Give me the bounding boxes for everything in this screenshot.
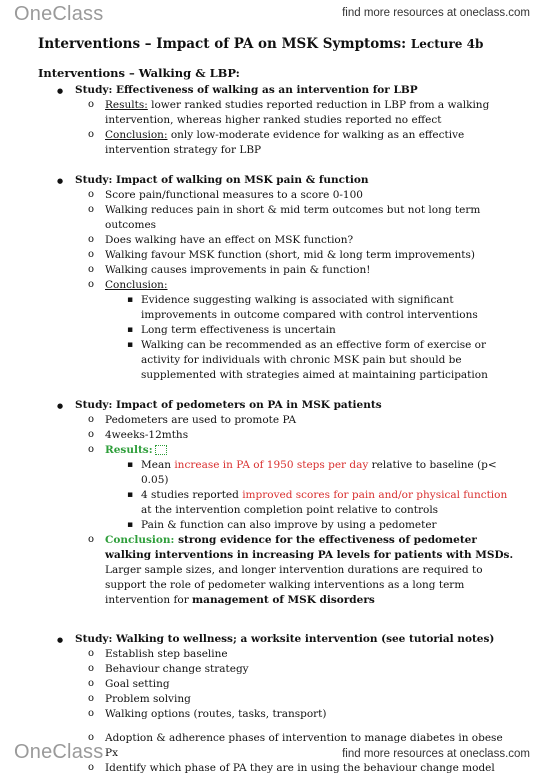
footer-resources-link[interactable]: find more resources at oneclass.com xyxy=(342,748,530,760)
study-1-results xyxy=(38,98,518,128)
list-item: o 4weeks-12mths xyxy=(38,428,518,443)
study-2-conclusion-label: o Conclusion: xyxy=(38,278,518,293)
study-3 xyxy=(38,398,518,608)
study-1-heading: ● Study: Effectiveness of walking as an intervention for LBP xyxy=(38,83,518,98)
list-item: o Establish step baseline xyxy=(38,647,518,662)
list-item: ▪ Long term effectiveness is uncertain xyxy=(38,323,518,338)
result-highlight: improved scores for pain and/or physical function xyxy=(242,489,508,501)
header-bar xyxy=(0,0,544,28)
list-item: o Pedometers are used to promote PA xyxy=(38,413,518,428)
study-3-heading: ● Study: Impact of pedometers on PA in MSK patients xyxy=(38,398,518,413)
results-label: Results: xyxy=(105,444,153,456)
section-heading: Interventions – Walking & LBP: xyxy=(38,66,240,80)
study-1 xyxy=(38,83,518,158)
conclusion-label: Conclusion: xyxy=(105,129,168,141)
page-title xyxy=(38,36,483,52)
oneclass-footer-logo[interactable]: OneClass xyxy=(14,741,104,763)
study-3-results xyxy=(38,443,518,458)
title-lecture: Lecture 4b xyxy=(410,37,484,51)
title-text: Interventions – Impact of PA on MSK Symptoms: xyxy=(38,36,407,52)
result-text: at the intervention completion point relative to controls xyxy=(141,504,439,516)
result-item: ▪ Pain & function can also improve by using a pedometer xyxy=(38,518,518,533)
list-item: o Walking causes improvements in pain & function! xyxy=(38,263,518,278)
result-item xyxy=(38,458,518,488)
list-item: o Walking favour MSK function (short, mid & long term improvements) xyxy=(38,248,518,263)
conclusion-bold: management of MSK disorders xyxy=(192,594,375,606)
list-item: o Score pain/functional measures to a score 0-100 xyxy=(38,188,518,203)
conclusion-text: Larger sample sizes, and longer intervention durations are required to support the role of pedometer walking interventions as a long term intervention for xyxy=(105,564,483,606)
cursor-marker xyxy=(155,445,167,455)
list-item: o Behaviour change strategy xyxy=(38,662,518,677)
study-4 xyxy=(38,632,518,722)
list-item: o Goal setting xyxy=(38,677,518,692)
list-item: o Walking options (routes, tasks, transport) xyxy=(38,707,518,722)
results-text: lower ranked studies reported reduction in LBP from a walking intervention, whereas higher ranked studies reported no effect xyxy=(105,99,490,126)
result-text: Mean xyxy=(141,459,175,471)
document-body xyxy=(38,66,518,776)
oneclass-logo[interactable]: OneClass xyxy=(14,3,104,25)
result-item xyxy=(38,488,518,518)
results-label: Results: xyxy=(105,99,148,111)
study-3-conclusion xyxy=(38,533,518,608)
resources-link[interactable]: find more resources at oneclass.com xyxy=(342,7,530,19)
list-item: o Problem solving xyxy=(38,692,518,707)
list-item: ▪ Walking can be recommended as an effective form of exercise or activity for individuals with chronic MSK pain but should be supplemented with strategies aimed at maintaining participation xyxy=(38,338,518,383)
result-text: relative to baseline (p< 0.05) xyxy=(141,459,497,486)
list-item: ▪ Evidence suggesting walking is associated with significant improvements in outcome compared with control interventions xyxy=(38,293,518,323)
study-1-conclusion xyxy=(38,128,518,158)
conclusion-bold: strong evidence for the effectiveness of pedometer walking interventions in increasing PA levels for patients with MSDs. xyxy=(105,534,514,561)
study-4-heading: ● Study: Walking to wellness; a worksite intervention (see tutorial notes) xyxy=(38,632,518,647)
list-item: o Walking reduces pain in short & mid term outcomes but not long term outcomes xyxy=(38,203,518,233)
list-item: o Does walking have an effect on MSK function? xyxy=(38,233,518,248)
conclusion-label: Conclusion: xyxy=(105,534,175,546)
study-2-heading: ● Study: Impact of walking on MSK pain & function xyxy=(38,173,518,188)
result-text: 4 studies reported xyxy=(141,489,243,501)
study-2 xyxy=(38,173,518,383)
list-item: o Identify which phase of PA they are in using the behaviour change model xyxy=(38,761,518,776)
result-highlight: increase in PA of 1950 steps per day xyxy=(174,459,369,471)
conclusion-text: only low-moderate evidence for walking as an effective intervention strategy for LBP xyxy=(105,129,465,156)
list-item: o Adoption & adherence phases of intervention to manage diabetes in obese Px xyxy=(38,731,518,761)
